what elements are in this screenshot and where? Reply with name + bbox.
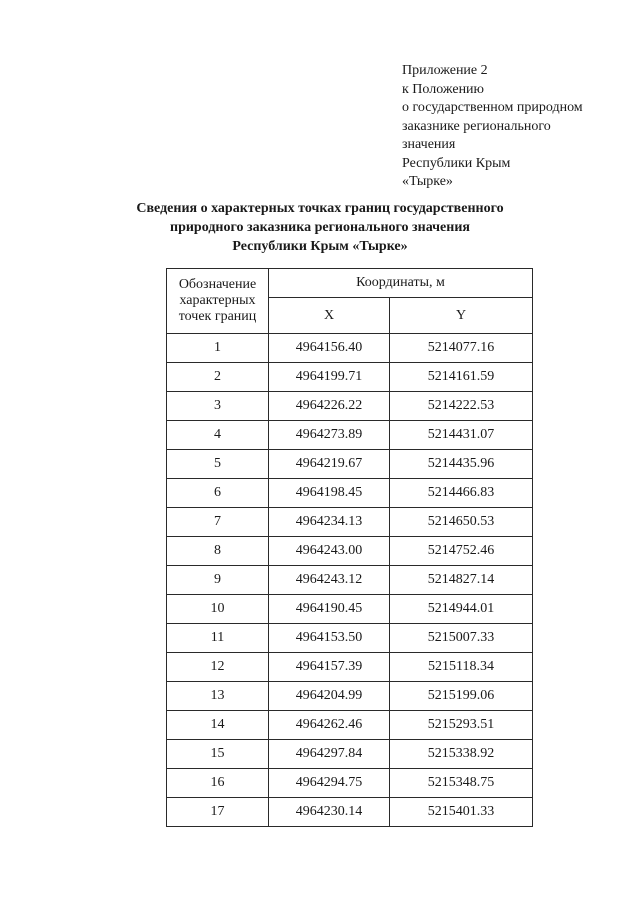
x-coordinate-cell: 4964273.89	[269, 421, 390, 450]
appendix-line: заказнике регионального	[402, 118, 551, 134]
y-coordinate-cell: 5214077.16	[390, 334, 533, 363]
x-coordinate-cell: 4964262.46	[269, 711, 390, 740]
appendix-reference	[402, 62, 632, 192]
x-coordinate-cell: 4964198.45	[269, 479, 390, 508]
y-coordinate-cell: 5215338.92	[390, 740, 533, 769]
x-coordinate-cell: 4964230.14	[269, 798, 390, 827]
appendix-line: значения	[402, 137, 456, 152]
x-coordinate-cell: 4964243.00	[269, 537, 390, 566]
table-row	[167, 566, 533, 595]
table-row	[167, 653, 533, 682]
table-row	[167, 392, 533, 421]
table-row	[167, 363, 533, 392]
title-line: Сведения о характерных точках границ государственного	[136, 201, 504, 216]
y-coordinate-cell: 5214161.59	[390, 363, 533, 392]
table-row	[167, 537, 533, 566]
appendix-line: к Положению	[402, 81, 485, 97]
table-row	[167, 682, 533, 711]
point-number-cell: 8	[167, 537, 269, 566]
y-coordinate-cell: 5214752.46	[390, 537, 533, 566]
appendix-line: о государственном природном	[402, 100, 583, 115]
point-number-cell: 14	[167, 711, 269, 740]
point-number-cell: 11	[167, 624, 269, 653]
y-coordinate-cell: 5214944.01	[390, 595, 533, 624]
x-coordinate-cell: 4964153.50	[269, 624, 390, 653]
point-number-cell: 9	[167, 566, 269, 595]
header-point-line: характерных	[179, 293, 256, 308]
x-coordinate-cell: 4964243.12	[269, 566, 390, 595]
x-coordinate-cell: 4964199.71	[269, 363, 390, 392]
table-row	[167, 479, 533, 508]
table-row	[167, 508, 533, 537]
x-coordinate-cell: 4964226.22	[269, 392, 390, 421]
point-number-cell: 6	[167, 479, 269, 508]
x-coordinate-cell: 4964204.99	[269, 682, 390, 711]
x-coordinate-cell: 4964294.75	[269, 769, 390, 798]
appendix-line: «Тырке»	[402, 174, 453, 189]
header-y: Y	[390, 298, 533, 334]
x-coordinate-cell: 4964219.67	[269, 450, 390, 479]
x-coordinate-cell: 4964190.45	[269, 595, 390, 624]
table-row	[167, 798, 533, 827]
y-coordinate-cell: 5215401.33	[390, 798, 533, 827]
point-number-cell: 5	[167, 450, 269, 479]
table-row	[167, 711, 533, 740]
header-x: X	[269, 298, 390, 334]
table-row	[167, 740, 533, 769]
table-row	[167, 421, 533, 450]
y-coordinate-cell: 5215199.06	[390, 682, 533, 711]
point-number-cell: 2	[167, 363, 269, 392]
header-coordinates: Координаты, м	[269, 269, 533, 298]
point-number-cell: 7	[167, 508, 269, 537]
x-coordinate-cell: 4964157.39	[269, 653, 390, 682]
appendix-line: Республики Крым	[402, 155, 511, 171]
point-number-cell: 15	[167, 740, 269, 769]
title-line: Республики Крым «Тырке»	[232, 239, 408, 254]
point-number-cell: 17	[167, 798, 269, 827]
title-line: природного заказника регионального значения	[170, 220, 470, 235]
y-coordinate-cell: 5214222.53	[390, 392, 533, 421]
x-coordinate-cell: 4964156.40	[269, 334, 390, 363]
y-coordinate-cell: 5214431.07	[390, 421, 533, 450]
y-coordinate-cell: 5214827.14	[390, 566, 533, 595]
point-number-cell: 13	[167, 682, 269, 711]
point-number-cell: 3	[167, 392, 269, 421]
header-point-line: Обозначение	[178, 277, 257, 292]
y-coordinate-cell: 5215007.33	[390, 624, 533, 653]
point-number-cell: 16	[167, 769, 269, 798]
y-coordinate-cell: 5214435.96	[390, 450, 533, 479]
appendix-line: Приложение 2	[402, 63, 488, 78]
y-coordinate-cell: 5215118.34	[390, 653, 533, 682]
coordinates-table	[166, 268, 533, 827]
y-coordinate-cell: 5215348.75	[390, 769, 533, 798]
table-row	[167, 595, 533, 624]
point-number-cell: 1	[167, 334, 269, 363]
table-row	[167, 769, 533, 798]
table-row	[167, 624, 533, 653]
document-title	[110, 199, 530, 256]
point-number-cell: 12	[167, 653, 269, 682]
header-point-line: точек границ	[178, 309, 257, 324]
y-coordinate-cell: 5214466.83	[390, 479, 533, 508]
point-number-cell: 4	[167, 421, 269, 450]
table-row	[167, 334, 533, 363]
header-point-designation	[167, 269, 269, 334]
point-number-cell: 10	[167, 595, 269, 624]
table-row	[167, 450, 533, 479]
y-coordinate-cell: 5214650.53	[390, 508, 533, 537]
x-coordinate-cell: 4964297.84	[269, 740, 390, 769]
y-coordinate-cell: 5215293.51	[390, 711, 533, 740]
x-coordinate-cell: 4964234.13	[269, 508, 390, 537]
